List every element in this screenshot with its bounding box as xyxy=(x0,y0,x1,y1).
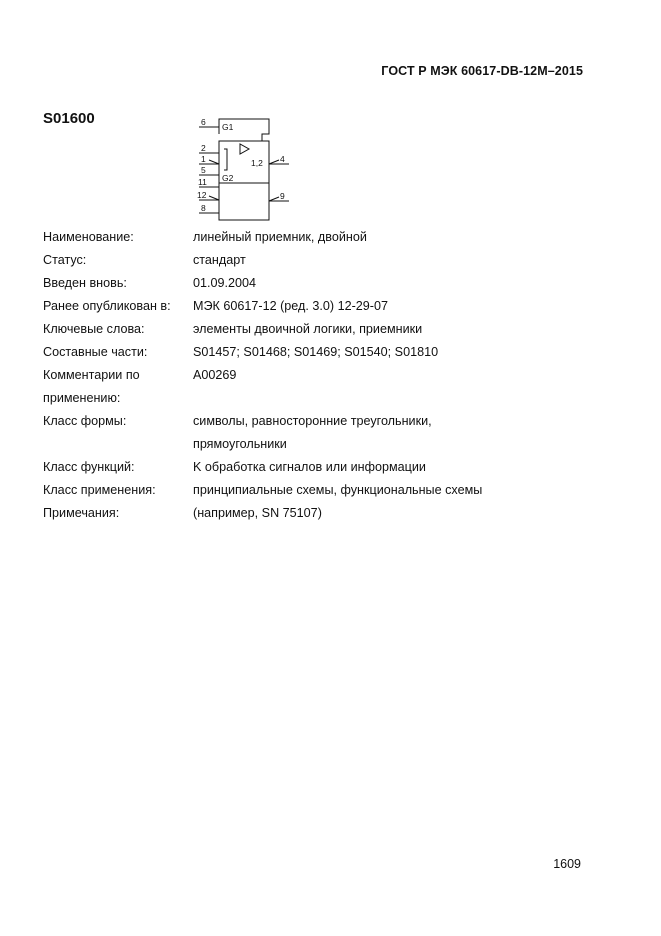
property-row-function-class xyxy=(43,456,603,479)
property-label: Введен вновь: xyxy=(43,276,127,290)
page-number: 1609 xyxy=(553,857,581,871)
property-value: элементы двоичной логики, приемники xyxy=(193,322,423,336)
property-row-form-class xyxy=(43,410,603,433)
property-value: (например, SN 75107) xyxy=(193,506,322,520)
property-label: Класс функций: xyxy=(43,460,135,474)
property-label: Ранее опубликован в: xyxy=(43,299,171,313)
property-value: символы, равносторонние треугольники, xyxy=(193,414,432,428)
property-row-remarks xyxy=(43,502,603,525)
property-value: A00269 xyxy=(193,368,237,382)
property-row-name xyxy=(43,226,603,249)
property-label: Примечания: xyxy=(43,506,120,520)
triangle-icon xyxy=(240,144,249,154)
pin-label: 11 xyxy=(198,177,207,187)
symbol-code: S01600 xyxy=(43,110,95,127)
pin-label: 12 xyxy=(197,190,207,200)
property-value: стандарт xyxy=(193,253,246,267)
property-value xyxy=(193,387,603,410)
property-value: линейный приемник, двойной xyxy=(193,230,367,244)
property-value: МЭК 60617-12 (ред. 3.0) 12-29-07 xyxy=(193,299,388,313)
pin-label: 6 xyxy=(201,117,206,127)
property-row-application-notes-cont xyxy=(43,387,603,410)
block-label-g1: G1 xyxy=(222,122,234,132)
pin-label: 4 xyxy=(280,154,285,164)
pin-label: 8 xyxy=(201,203,206,213)
property-label: Наименование: xyxy=(43,230,134,244)
property-value: S01457; S01468; S01469; S01540; S01810 xyxy=(193,345,439,359)
property-label xyxy=(43,433,193,456)
property-value: принципиальные схемы, функциональные схемы xyxy=(193,483,483,497)
property-label: Ключевые слова: xyxy=(43,322,145,336)
block-label-g2: G2 xyxy=(222,173,234,183)
pin-label: 2 xyxy=(201,143,206,153)
symbol-diagram xyxy=(193,112,293,222)
property-label: Составные части: xyxy=(43,345,148,359)
element-box-2 xyxy=(219,183,269,220)
property-row-introduced xyxy=(43,272,603,295)
dual-line-receiver-symbol xyxy=(193,112,293,222)
property-row-components xyxy=(43,341,603,364)
property-label: Класс формы: xyxy=(43,414,127,428)
property-value: прямоугольники xyxy=(193,437,287,451)
property-row-keywords xyxy=(43,318,603,341)
property-row-application-class xyxy=(43,479,603,502)
standard-title: ГОСТ Р МЭК 60617-DB-12M–2015 xyxy=(381,64,583,78)
property-row-form-class-cont xyxy=(43,433,603,456)
pin-label: 5 xyxy=(201,165,206,175)
property-value: 01.09.2004 xyxy=(193,276,257,290)
property-label: применению: xyxy=(43,391,121,405)
property-row-previously-published xyxy=(43,295,603,318)
property-row-status xyxy=(43,249,603,272)
properties-table xyxy=(43,226,603,525)
property-value: K обработка сигналов или информации xyxy=(193,460,426,474)
property-label: Класс применения: xyxy=(43,483,156,497)
property-label: Статус: xyxy=(43,253,87,267)
property-row-application-notes xyxy=(43,364,603,387)
pin-label: 1 xyxy=(201,154,206,164)
pin-label: 9 xyxy=(280,191,285,201)
output-label: 1,2 xyxy=(251,158,263,168)
property-label: Комментарии по xyxy=(43,368,140,382)
